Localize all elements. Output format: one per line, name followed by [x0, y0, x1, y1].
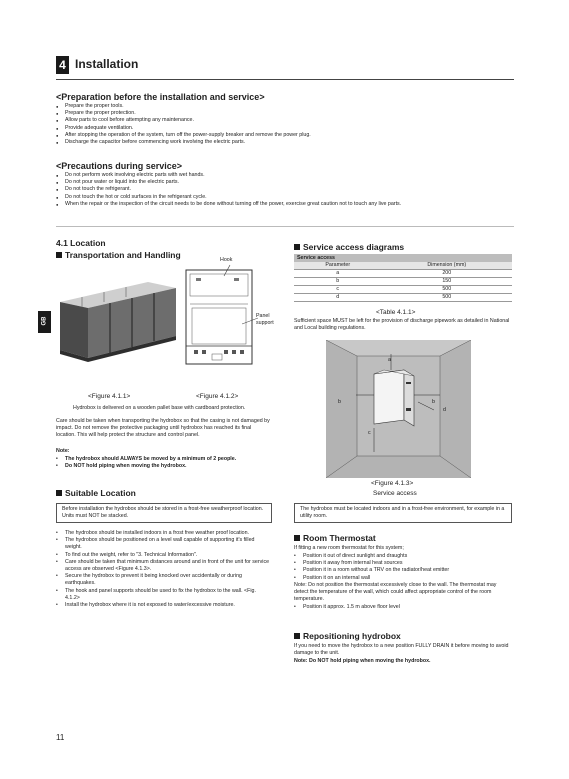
list-item: • Position it away from internal heat sources: [294, 560, 449, 567]
page-number: 11: [56, 733, 65, 742]
list-item: • Position it in a room without a TRV on the radiator/heat emitter: [294, 567, 449, 574]
figure-4-1-3-subcaption: Service access: [373, 490, 417, 497]
figure-hydrobox-front: [182, 262, 292, 368]
service-heading: Service access diagrams: [294, 242, 404, 252]
prep-list: [56, 103, 311, 146]
column-header: Dimension (mm): [381, 262, 512, 270]
list-item: • Secure the hydrobox to prevent it being knocked over accidentally or during earthquakes.: [56, 573, 272, 587]
thermostat-intro: If fitting a new room thermostat for this system;: [294, 545, 404, 551]
list-item: ● Do not perform work involving electric parts with wet hands.: [56, 172, 401, 179]
indoor-notice-box: The hydrobox must be located indoors and in a frost-free environment, for example in a utility room.: [294, 503, 512, 523]
reposition-heading: Repositioning hydrobox: [294, 631, 401, 641]
transport-heading: Transportation and Handling: [56, 250, 181, 260]
panel-support-label: Panel support: [256, 313, 274, 327]
section-number: 4: [56, 56, 69, 74]
list-item: • Care should be taken that minimum distances around and in front of the unit for service access are observed <Figure 4.1.3>.: [56, 559, 272, 573]
thermostat-note: Note: Do not position the thermostat excessively close to the wall. The thermostat may detect the temperature of the wall, which could affect appropriate control of the room temperature.: [294, 582, 497, 603]
list-item: ● Do not touch the hot or cold surfaces in the refrigerant cycle.: [56, 194, 401, 201]
list-item: ● Do not touch the refrigerant.: [56, 186, 401, 193]
prep-heading: <Preparation before the installation and service>: [56, 92, 265, 102]
list-item: • To find out the weight, refer to "3. Technical Information".: [56, 552, 272, 559]
language-tab: GB: [38, 311, 51, 333]
service-access-diagram: [326, 340, 471, 478]
list-item: ● Discharge the capacitor before commencing work involving the electric parts.: [56, 139, 311, 146]
figure-pallet-image: [56, 274, 180, 364]
list-item: ● Provide adequate ventilation.: [56, 125, 311, 132]
reposition-note: Note: Do NOT hold piping when moving the hydrobox.: [294, 658, 431, 664]
list-item: ● Allow parts to cool before attempting any maintenance.: [56, 117, 311, 124]
service-paragraph: Sufficient space MUST be left for the provision of discharge pipework as detailed in National and Local building regulations.: [294, 318, 510, 332]
list-item: ● Prepare the proper protection.: [56, 110, 311, 117]
thermostat-heading: Room Thermostat: [294, 533, 376, 543]
list-item: • The hook and panel supports should be used to fix the hydrobox to the wall. <Fig. 4.1.2>: [56, 588, 272, 602]
header-rule: [56, 79, 514, 80]
dim-label-b-left: b: [338, 399, 341, 405]
section-title: Installation: [75, 57, 139, 71]
list-item: • Position it out of direct sunlight and draughts: [294, 553, 449, 560]
location-heading: 4.1 Location: [56, 238, 106, 248]
list-item: • The hydrobox should be installed indoors in a frost free weather proof location.: [56, 530, 272, 537]
table-row: a 200: [294, 270, 512, 278]
figure-4-1-1-caption: <Figure 4.1.1>: [88, 393, 131, 400]
list-item: ● After stopping the operation of the system, turn off the power-supply breaker and remove the power plug.: [56, 132, 311, 139]
list-item: • Position it on an internal wall: [294, 575, 449, 582]
hook-label: Hook: [220, 257, 233, 263]
list-item: • The hydrobox should ALWAYS be moved by a minimum of 2 people.: [56, 456, 236, 463]
thermostat-list: [294, 553, 449, 582]
note-label: Note:: [56, 448, 70, 454]
precautions-heading: <Precautions during service>: [56, 161, 183, 171]
figure-4-1-3-caption: <Figure 4.1.3>: [371, 480, 414, 487]
suitable-list: [56, 530, 272, 609]
list-item: • Do NOT hold piping when moving the hydrobox.: [56, 463, 236, 470]
storage-notice-box: Before installation the hydrobox should be stored in a frost-free weatherproof location. Units must NOT be stacked.: [56, 503, 272, 523]
precautions-list: [56, 172, 401, 208]
reposition-paragraph: If you need to move the hydrobox to a new position FULLY DRAIN it before moving to avoid damage to the unit.: [294, 643, 509, 657]
care-paragraph: Care should be taken when transporting the hydrobox so that the casing is not damaged by impact. Do not remove the protective packaging until hydrobox has reached its final location. This will help protect the structure and control panel.: [56, 418, 270, 439]
list-item: ● Do not pour water or liquid into the electric parts.: [56, 179, 401, 186]
section-divider: [56, 226, 514, 227]
table-row: c 500: [294, 286, 512, 294]
suitable-heading: Suitable Location: [56, 488, 136, 498]
list-item: ● When the repair or the inspection of the circuit needs to be done without turning off the power, exercise great caution not to touch any live parts.: [56, 201, 401, 208]
note-list: [56, 456, 236, 470]
dim-label-d: d: [443, 407, 446, 413]
table-caption: <Table 4.1.1>: [376, 309, 416, 316]
dim-label-a: a: [388, 357, 391, 363]
table-row: b 150: [294, 278, 512, 286]
figure-4-1-2-caption: <Figure 4.1.2>: [196, 393, 239, 400]
dim-label-b-right: b: [432, 399, 435, 405]
thermostat-last-list: [294, 604, 400, 611]
list-item: • Position it approx. 1.5 m above floor level: [294, 604, 400, 611]
column-header: Parameter: [294, 262, 381, 270]
dim-label-c: c: [368, 430, 371, 436]
table-title: Service access: [294, 254, 512, 262]
delivery-note: Hydrobox is delivered on a wooden pallet base with cardboard protection.: [73, 405, 246, 411]
table-row: d 500: [294, 294, 512, 302]
list-item: ● Prepare the proper tools.: [56, 103, 311, 110]
list-item: • The hydrobox should be positioned on a level wall capable of supporting it's filled weight.: [56, 537, 272, 551]
list-item: • Install the hydrobox where it is not exposed to water/excessive moisture.: [56, 602, 272, 609]
service-access-table: [294, 254, 512, 302]
